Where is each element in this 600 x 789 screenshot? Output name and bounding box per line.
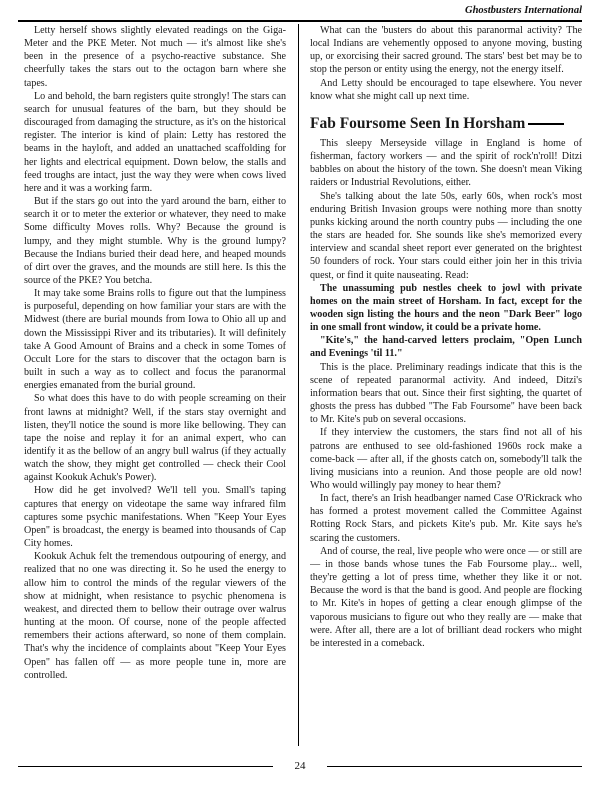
paragraph: What can the 'busters do about this paranormal activity? The local Indians are vehemently opposed to anyone moving, busting up, or exorcising their sacred ground. The stars' best bet may be to stop the person or entity using the energy, not the energy itself.: [310, 25, 582, 76]
paragraph: And Letty should be encouraged to tape elsewhere. You never know what she might call up next time.: [310, 77, 582, 102]
right-column: [310, 24, 582, 746]
page-number: 24: [294, 760, 306, 772]
paragraph: She's talking about the late 50s, early 60s, when rock's most enduring British Invasion groups were nothing more than snotty punks kicking around the north country pubs — including the one the stars are headed for. She sounds like she's memorized every interview and scandal sheet report ever generated on the brightest 50 founders of rock. Your stars could either join her in this trivia quest, or find it quite nauseating. Read:: [310, 190, 582, 281]
paragraph: So what does this have to do with people screaming on their front lawns at midnight? Well, if the stars stay overnight and listen, they'll notice the sound is more like bellowing. They can tape the noise and replay it for an animal expert, who can identify it as the bellow of an angry bull walrus (if they actually watch the show, they might get controlled — check their Cool against Kookuk Achuk's Power).: [24, 393, 286, 484]
publication-title: Ghostbusters International: [465, 5, 582, 16]
read-aloud-text: "Kite's," the hand-carved letters proclaim, "Open Lunch and Evenings 'til 11.": [310, 335, 582, 360]
paragraph: In fact, there's an Irish headbanger named Case O'Rickrack who has formed a protest movement called the Committee Against Rotting Rock Stars, and pickets Kite's pub. Mr. Kite says he's scaring the customers.: [310, 493, 582, 544]
section-title: Fab Foursome Seen In Horsham: [310, 114, 526, 132]
paragraph: Letty herself shows slightly elevated readings on the Giga-Meter and the PKE Meter. Not much — it's almost like she's been in the presence of a psycho-reactive substance. She cheerfully takes the stars out to the octagon barn where she tapes.: [24, 25, 286, 89]
page-footer: [18, 758, 582, 778]
paragraph: And of course, the real, live people who were once — or still are — in those bands whose tunes the Fab Foursome play... well, they're getting a lot of press time, whether they like it or not. Because the word is that the band is good. And people are flocking to Mr. Kite's in hopes of getting a clear enough glimpse of the vaporous musicians to figure out who they really are — make that were. After all, there are a lot of brilliant dead rockers who might be interested in a comeback.: [310, 545, 582, 649]
left-column: [24, 24, 286, 746]
paragraph: How did he get involved? We'll tell you. Small's taping captures that energy on videotape the same way infrared film captures some psychic manifestations. When "Keep Your Eyes Open" is broadcast, the energy is beamed into thousands of Cap City homes.: [24, 485, 286, 550]
running-header: [18, 4, 582, 22]
paragraph: This sleepy Merseyside village in England is home of fisherman, factory workers — and the spirit of rock'n'roll! Ditzi babbles on about the history of the town. She doesn't mean Viking raiders or Industrial Revolutions, either.: [310, 137, 582, 189]
paragraph: Kookuk Achuk felt the tremendous outpouring of energy, and realized that no one was directing it. So he used the energy to allow him to control the minds of the regular viewers of the show at midnight, when resistance to psychic phenomena is weakest, and directed them to bellow their outrage over walrus hunting at the moon. Of course, none of the people affected remembers their actions afterward, so none of them complain. That's why the incidence of complaints about "Keep Your Eyes Open" has fallen off — as more people tune in, more are controlled.: [24, 551, 286, 681]
section-heading: [310, 115, 582, 133]
footer-rule-right: [327, 766, 582, 767]
footer-rule-left: [18, 766, 273, 767]
paragraph: It may take some Brains rolls to figure out that the lumpiness is purposeful, depending on how familiar your stars are with the Midwest (there are burial mounds from Iowa to Ohio all up and down the Mississippi River and its tributaries). It will definitely take A Good Amount of Brains and a check in some Tomes of Occult Lore for the stars to discover that the octagon barn is built in such a way as to collect and focus the paranormal energies emanated from the burial ground.: [24, 288, 286, 392]
paragraph: But if the stars go out into the yard around the barn, either to search it or to meter the exterior or whatever, they need to make Some difficulty Moves rolls. Why? Because the ground is lumpy, and they might stumble. Why is the ground lumpy? Because the Indians buried their dead here, and heaped mounds of dirt over the graves, and the mounds are still here. Is this the source of the PKE? You betcha.: [24, 196, 286, 286]
paragraph: Lo and behold, the barn registers quite strongly! The stars can search for unusual features of the barn, but they should be discouraged from damaging the structure, as it's on the historical register. The interior is kind of plain: Letty has restored the beams in the hayloft, and added an unattached scaffolding for her lights and electrical equipment. Down below, the stalls and feed troughs are intact, just the way they were when cows lived here and it was a working farm.: [24, 90, 286, 194]
read-aloud-text: The unassuming pub nestles cheek to jowl with private homes on the main street of Horsham. In fact, except for the wooden sign listing the hours and the neon "Dark Beer" logo in one small front window, it could be a private home.: [310, 282, 582, 334]
heading-rule: [528, 123, 564, 125]
paragraph: This is the place. Preliminary readings indicate that this is the scene of repeated paranormal activity. And indeed, Ditzi's information bears that out. Since their first sighting, the quartet of ghosts the press has dubbed "The Fab Foursome" have been back to Mr. Kite's pub on several occasions.: [310, 361, 582, 426]
column-divider: [298, 24, 299, 746]
paragraph: If they interview the customers, the stars find not all of his patrons are enthused to see old-fashioned 1960s rock make a come-back — after all, if the ghosts catch on, somebody'll talk the living musicians into a reunion. And those people are old now! Who would willingly pay money to hear them?: [310, 427, 582, 491]
